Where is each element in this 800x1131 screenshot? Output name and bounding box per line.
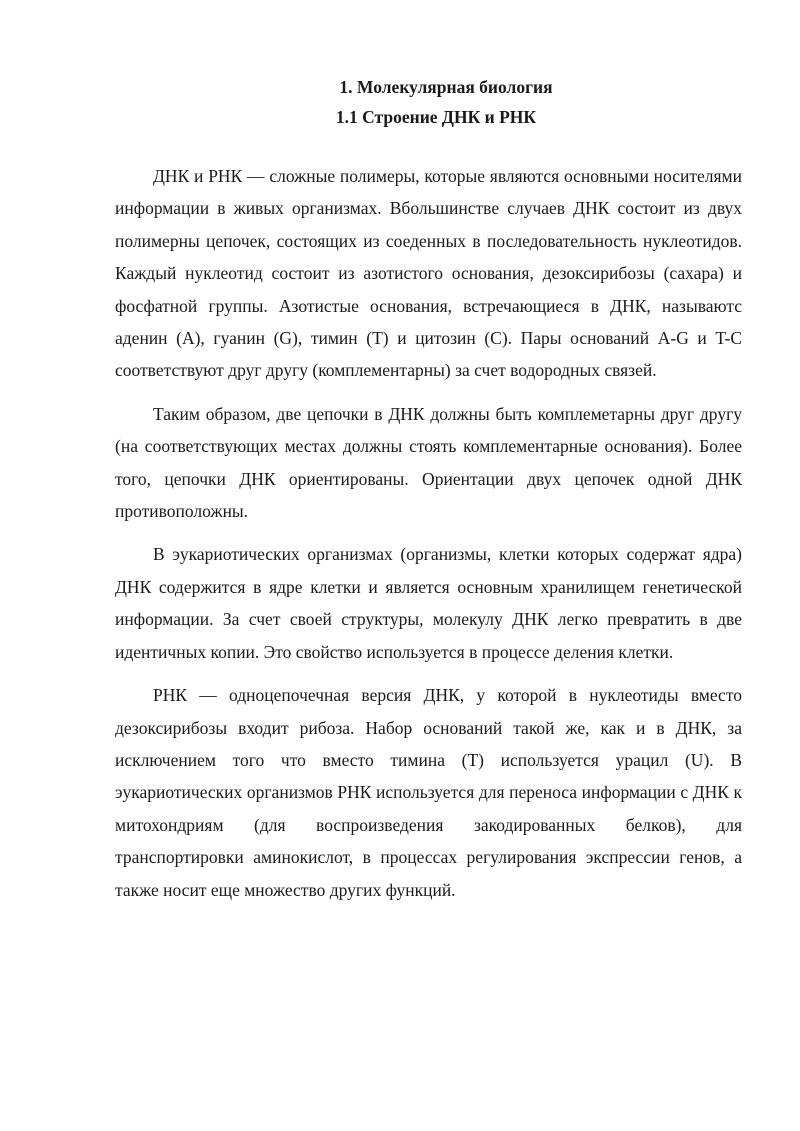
paragraph-eukaryotes: В эукариотических организмах (организмы, клетки которых содержат ядра) ДНК содержится в ядре клетки и является основным хранилищем генетической информации. За счет своей структуры, молекулу ДНК легко превратить в две идентичных копии. Это свойство используется в процессе деления клетки. — [115, 544, 742, 662]
chapter-title: 1. Молекулярная биология — [339, 77, 553, 97]
section-title: 1.1 Строение ДНК и РНК — [335, 107, 537, 127]
paragraph-dna-rna-intro: ДНК и РНК — сложные полимеры, которые являются основными носителями информации в живых организмах. Вбольшинстве случаев ДНК состоит из двух полимерны цепочек, состоящих из соеденных в последовательность нуклеотидов. Каждый нуклеотид состоит из азотистого основания, дезоксирибозы (сахара) и фосфатной группы. Азотистые основания, встречающиеся в ДНК, называютс аденин (A), гуанин (G), тимин (T) и цитозин (C). Пары оснований A-G и T-C соответствуют друг другу (комплементарны) за счет водородных связей. — [115, 166, 742, 381]
paragraph-rna: РНК — одноцепочечная версия ДНК, у которой в нуклеотиды вместо дезоксирибозы входит рибоза. Набор оснований такой же, как и в ДНК, за исключением того что вместо тимина (T) используется урацил (U). В эукариотических организмов РНК используется для переноса информации с ДНК к митохондриям (для воспроизведения закодированных белков), для транспортировки аминокислот, в процессах регулирования экспрессии генов, а также носит еще множество других функций. — [115, 685, 742, 900]
document-page — [115, 72, 742, 906]
paragraph-complementarity: Таким образом, две цепочки в ДНК должны быть комплеметарны друг другу (на соответствующих местах должны стоять комплементарные основания). Более того, цепочки ДНК ориентированы. Ориентации двух цепочек одной ДНК противоположны. — [115, 403, 742, 522]
heading-spacer — [115, 132, 742, 160]
